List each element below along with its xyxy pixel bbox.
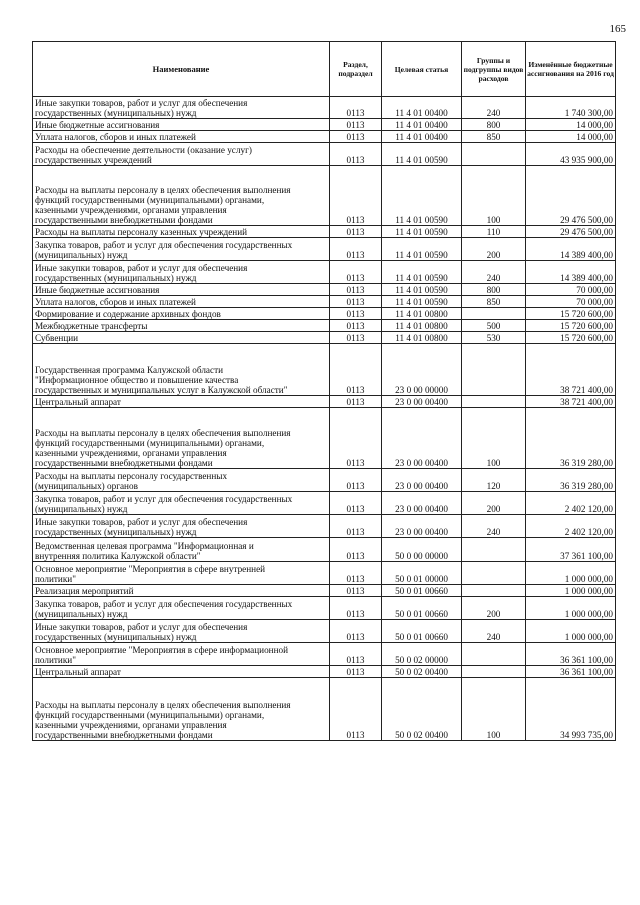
cell-name: Иные закупки товаров, работ и услуг для обеспечения государственных (муниципальных) нужд <box>33 515 330 538</box>
table-header-row <box>33 42 616 97</box>
cell-amount: 37 361 100,00 <box>526 538 616 562</box>
cell-section: 0113 <box>330 666 382 678</box>
cell-section: 0113 <box>330 562 382 585</box>
cell-section: 0113 <box>330 344 382 396</box>
cell-amount: 36 319 280,00 <box>526 469 616 492</box>
cell-amount: 38 721 400,00 <box>526 396 616 408</box>
cell-group: 240 <box>462 97 526 119</box>
cell-target: 50 0 02 00000 <box>382 643 462 666</box>
cell-name: Иные закупки товаров, работ и услуг для обеспечения государственных (муниципальных) нужд <box>33 97 330 119</box>
cell-amount: 1 740 300,00 <box>526 97 616 119</box>
cell-name: Иные закупки товаров, работ и услуг для обеспечения государственных (муниципальных) нужд <box>33 620 330 643</box>
cell-section: 0113 <box>330 226 382 238</box>
table-row <box>33 585 616 597</box>
cell-target: 50 0 01 00660 <box>382 597 462 620</box>
cell-target: 50 0 00 00000 <box>382 538 462 562</box>
cell-target: 11 4 01 00800 <box>382 332 462 344</box>
cell-amount: 29 476 500,00 <box>526 226 616 238</box>
cell-amount: 15 720 600,00 <box>526 320 616 332</box>
cell-amount: 14 000,00 <box>526 119 616 131</box>
table-row <box>33 261 616 284</box>
table-row <box>33 166 616 226</box>
cell-group: 500 <box>462 320 526 332</box>
cell-target: 11 4 01 00590 <box>382 284 462 296</box>
cell-group: 530 <box>462 332 526 344</box>
cell-group: 240 <box>462 620 526 643</box>
table-row <box>33 97 616 119</box>
table-row <box>33 226 616 238</box>
cell-section: 0113 <box>330 284 382 296</box>
cell-section: 0113 <box>330 296 382 308</box>
cell-group: 850 <box>462 131 526 143</box>
cell-name: Ведомственная целевая программа "Информационная и внутренняя политика Калужской области" <box>33 538 330 562</box>
cell-target: 11 4 01 00590 <box>382 261 462 284</box>
cell-group: 800 <box>462 284 526 296</box>
table-row <box>33 119 616 131</box>
cell-name: Основное мероприятие "Мероприятия в сфере информационной политики" <box>33 643 330 666</box>
cell-group <box>462 344 526 396</box>
cell-section: 0113 <box>330 585 382 597</box>
cell-group: 200 <box>462 492 526 515</box>
cell-target: 11 4 01 00400 <box>382 97 462 119</box>
cell-amount: 14 000,00 <box>526 131 616 143</box>
cell-group <box>462 562 526 585</box>
cell-name: Уплата налогов, сборов и иных платежей <box>33 131 330 143</box>
table-row <box>33 643 616 666</box>
cell-target: 50 0 01 00660 <box>382 585 462 597</box>
table-row <box>33 143 616 166</box>
column-header-name: Наименование <box>33 42 330 97</box>
cell-target: 11 4 01 00590 <box>382 238 462 261</box>
cell-target: 23 0 00 00400 <box>382 408 462 469</box>
cell-section: 0113 <box>330 620 382 643</box>
cell-group <box>462 396 526 408</box>
table-row <box>33 408 616 469</box>
cell-amount: 70 000,00 <box>526 296 616 308</box>
cell-group: 200 <box>462 597 526 620</box>
cell-amount: 15 720 600,00 <box>526 308 616 320</box>
cell-section: 0113 <box>330 238 382 261</box>
cell-amount: 36 319 280,00 <box>526 408 616 469</box>
column-header-target: Целевая статья <box>382 42 462 97</box>
cell-section: 0113 <box>330 143 382 166</box>
cell-section: 0113 <box>330 597 382 620</box>
cell-amount: 14 389 400,00 <box>526 261 616 284</box>
cell-name: Расходы на выплаты персоналу в целях обеспечения выполнения функций государственными (муниципальными) органами, казенными учреждениями, органами управления государственными внебюджетными фондами <box>33 678 330 741</box>
table-row <box>33 296 616 308</box>
cell-target: 23 0 00 00400 <box>382 515 462 538</box>
table-row <box>33 666 616 678</box>
cell-amount: 36 361 100,00 <box>526 643 616 666</box>
cell-name: Расходы на выплаты персоналу в целях обеспечения выполнения функций государственными (муниципальными) органами, казенными учреждениями, органами управления государственными внебюджетными фондами <box>33 408 330 469</box>
cell-name: Расходы на обеспечение деятельности (оказание услуг) государственных учреждений <box>33 143 330 166</box>
table-row <box>33 515 616 538</box>
cell-amount: 43 935 900,00 <box>526 143 616 166</box>
table-body <box>33 97 616 741</box>
cell-target: 11 4 01 00590 <box>382 296 462 308</box>
cell-section: 0113 <box>330 131 382 143</box>
cell-amount: 34 993 735,00 <box>526 678 616 741</box>
cell-section: 0113 <box>330 308 382 320</box>
column-header-amount: Изменённые бюджетные ассигнования на 2016 год <box>526 42 616 97</box>
cell-group: 100 <box>462 678 526 741</box>
cell-name: Государственная программа Калужской области "Информационное общество и повышение качества государственных и муниципальных услуг в Калужской области" <box>33 344 330 396</box>
cell-target: 23 0 00 00400 <box>382 469 462 492</box>
cell-name: Центральный аппарат <box>33 396 330 408</box>
cell-amount: 70 000,00 <box>526 284 616 296</box>
cell-name: Расходы на выплаты персоналу государственных (муниципальных) органов <box>33 469 330 492</box>
cell-amount: 15 720 600,00 <box>526 332 616 344</box>
cell-name: Субвенции <box>33 332 330 344</box>
cell-name: Расходы на выплаты персоналу в целях обеспечения выполнения функций государственными (муниципальными) органами, казенными учреждениями, органами управления государственными внебюджетными фондами <box>33 166 330 226</box>
cell-target: 23 0 00 00400 <box>382 492 462 515</box>
cell-group: 240 <box>462 515 526 538</box>
cell-section: 0113 <box>330 643 382 666</box>
cell-target: 11 4 01 00590 <box>382 166 462 226</box>
cell-section: 0113 <box>330 119 382 131</box>
table-row <box>33 597 616 620</box>
cell-group: 850 <box>462 296 526 308</box>
cell-section: 0113 <box>330 261 382 284</box>
cell-name: Уплата налогов, сборов и иных платежей <box>33 296 330 308</box>
cell-name: Закупка товаров, работ и услуг для обеспечения государственных (муниципальных) нужд <box>33 238 330 261</box>
cell-group <box>462 585 526 597</box>
cell-group: 100 <box>462 166 526 226</box>
cell-section: 0113 <box>330 396 382 408</box>
cell-target: 50 0 01 00000 <box>382 562 462 585</box>
page-number: 165 <box>609 23 626 35</box>
cell-section: 0113 <box>330 320 382 332</box>
cell-amount: 1 000 000,00 <box>526 585 616 597</box>
cell-amount: 1 000 000,00 <box>526 597 616 620</box>
cell-name: Иные бюджетные ассигнования <box>33 119 330 131</box>
column-header-section: Раздел, подраздел <box>330 42 382 97</box>
cell-name: Межбюджетные трансферты <box>33 320 330 332</box>
cell-section: 0113 <box>330 166 382 226</box>
cell-name: Закупка товаров, работ и услуг для обеспечения государственных (муниципальных) нужд <box>33 597 330 620</box>
table-row <box>33 131 616 143</box>
cell-group <box>462 666 526 678</box>
cell-target: 50 0 02 00400 <box>382 666 462 678</box>
table-row <box>33 620 616 643</box>
cell-amount: 38 721 400,00 <box>526 344 616 396</box>
table-row <box>33 308 616 320</box>
cell-section: 0113 <box>330 469 382 492</box>
cell-name: Формирование и содержание архивных фондов <box>33 308 330 320</box>
cell-name: Основное мероприятие "Мероприятия в сфере внутренней политики" <box>33 562 330 585</box>
cell-amount: 29 476 500,00 <box>526 166 616 226</box>
table-row <box>33 344 616 396</box>
cell-amount: 2 402 120,00 <box>526 492 616 515</box>
cell-group <box>462 538 526 562</box>
table-row <box>33 492 616 515</box>
cell-name: Расходы на выплаты персоналу казенных учреждений <box>33 226 330 238</box>
cell-amount: 36 361 100,00 <box>526 666 616 678</box>
table-row <box>33 238 616 261</box>
cell-group: 120 <box>462 469 526 492</box>
cell-amount: 1 000 000,00 <box>526 620 616 643</box>
cell-section: 0113 <box>330 678 382 741</box>
cell-group: 100 <box>462 408 526 469</box>
cell-section: 0113 <box>330 97 382 119</box>
table-row <box>33 562 616 585</box>
cell-target: 11 4 01 00400 <box>382 131 462 143</box>
cell-name: Закупка товаров, работ и услуг для обеспечения государственных (муниципальных) нужд <box>33 492 330 515</box>
table-row <box>33 469 616 492</box>
cell-section: 0113 <box>330 538 382 562</box>
table-row <box>33 396 616 408</box>
cell-target: 23 0 00 00000 <box>382 344 462 396</box>
cell-amount: 14 389 400,00 <box>526 238 616 261</box>
cell-name: Иные бюджетные ассигнования <box>33 284 330 296</box>
table-row <box>33 320 616 332</box>
table-row <box>33 332 616 344</box>
cell-amount: 2 402 120,00 <box>526 515 616 538</box>
cell-name: Центральный аппарат <box>33 666 330 678</box>
cell-group: 800 <box>462 119 526 131</box>
cell-target: 50 0 01 00660 <box>382 620 462 643</box>
cell-group <box>462 643 526 666</box>
cell-group: 240 <box>462 261 526 284</box>
cell-section: 0113 <box>330 332 382 344</box>
cell-target: 11 4 01 00400 <box>382 119 462 131</box>
cell-target: 50 0 02 00400 <box>382 678 462 741</box>
cell-target: 11 4 01 00590 <box>382 143 462 166</box>
cell-amount: 1 000 000,00 <box>526 562 616 585</box>
cell-name: Иные закупки товаров, работ и услуг для обеспечения государственных (муниципальных) нужд <box>33 261 330 284</box>
table-row <box>33 678 616 741</box>
cell-target: 11 4 01 00590 <box>382 226 462 238</box>
budget-table <box>32 41 616 741</box>
cell-group <box>462 308 526 320</box>
table-row <box>33 284 616 296</box>
cell-target: 11 4 01 00800 <box>382 320 462 332</box>
cell-group: 200 <box>462 238 526 261</box>
cell-target: 23 0 00 00400 <box>382 396 462 408</box>
cell-target: 11 4 01 00800 <box>382 308 462 320</box>
cell-name: Реализация мероприятий <box>33 585 330 597</box>
cell-section: 0113 <box>330 408 382 469</box>
cell-group <box>462 143 526 166</box>
cell-section: 0113 <box>330 515 382 538</box>
column-header-group: Группы и подгруппы видов расходов <box>462 42 526 97</box>
cell-group: 110 <box>462 226 526 238</box>
cell-section: 0113 <box>330 492 382 515</box>
table-row <box>33 538 616 562</box>
